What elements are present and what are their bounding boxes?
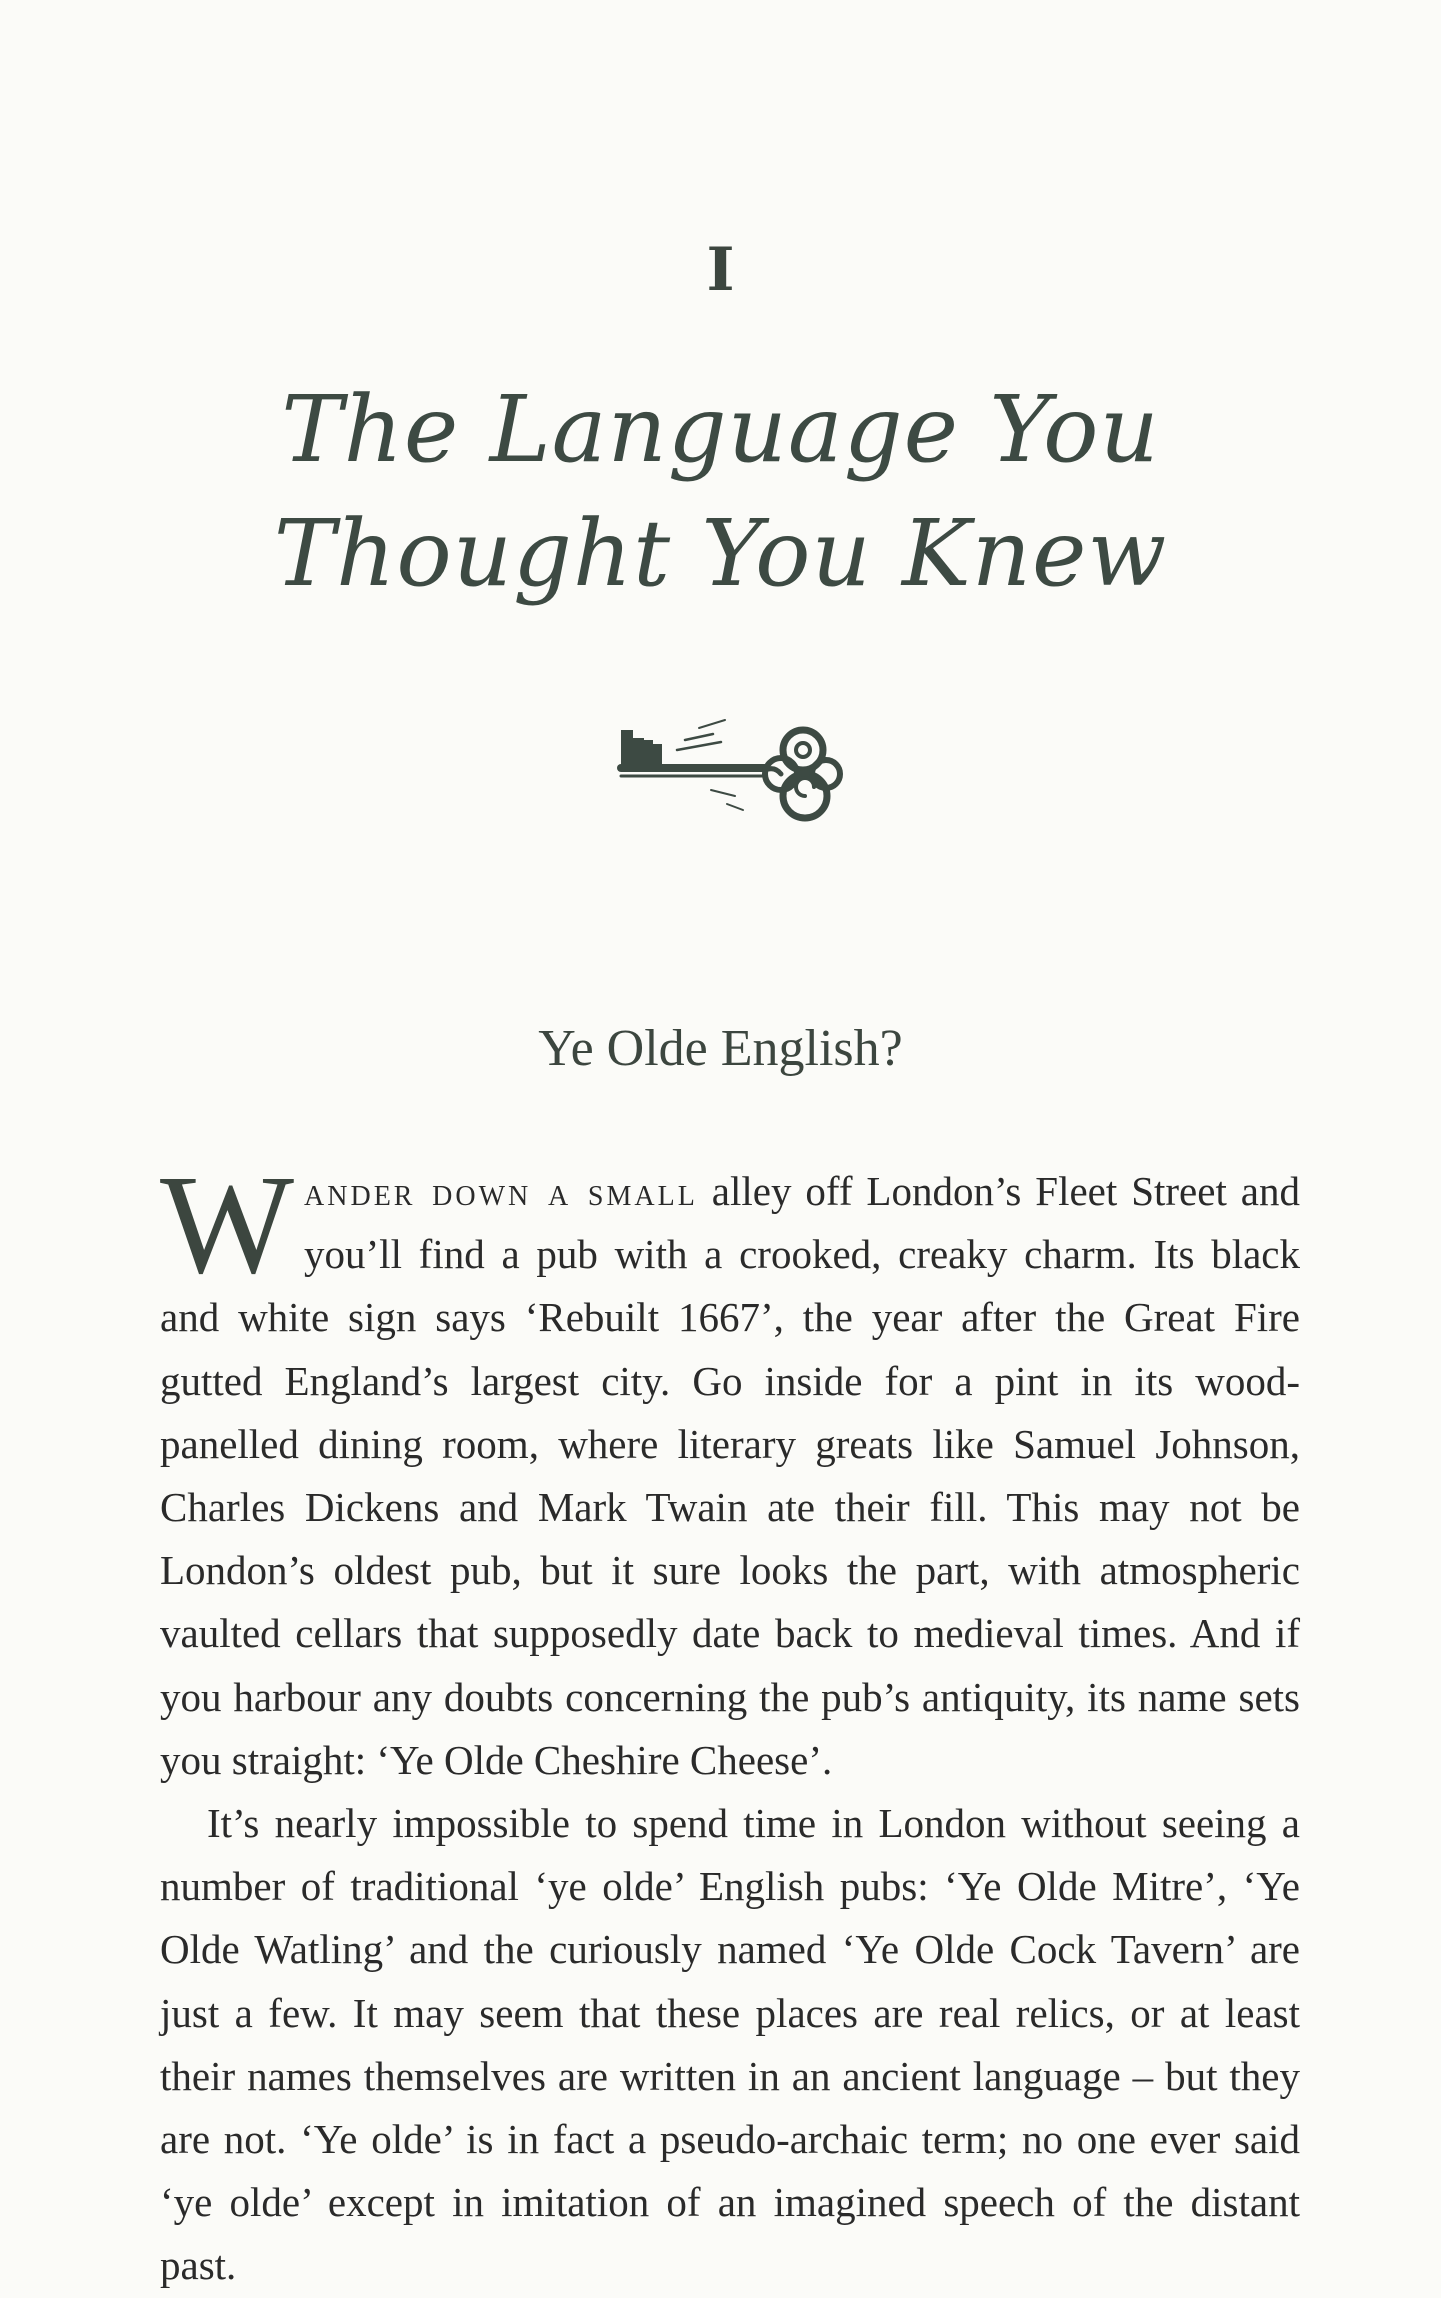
drop-cap: W — [160, 1145, 295, 1303]
body-text — [160, 1145, 1300, 2298]
paragraph — [160, 1145, 1300, 1792]
chapter-number: I — [706, 235, 735, 305]
chapter-title: The Language You Thought You Knew — [273, 376, 1168, 607]
paragraph-text: alley off London’s Fleet Street and you’ll find a pub with a crooked, creaky charm. Its black and white sign says ‘Rebuilt 1667’, the year after the Great Fire gutted England’s largest city. Go inside for a pint in its wood-panelled dining room, where literary greats like Samuel Johnson, Charles Dickens and Mark Twain ate their fill. This may not be London’s oldest pub, but it sure looks the part, with atmospheric vaulted cellars that supposedly date back to medieval times. And if you harbour any doubts concerning the pub’s antiquity, its name sets you straight: ‘Ye Olde Cheshire Cheese’. — [160, 1168, 1300, 1783]
section-heading: Ye Olde English? — [538, 1020, 903, 1077]
paragraph: It’s nearly impossible to spend time in London without seeing a number of traditional ‘ye olde’ English pubs: ‘Ye Olde Mitre’, ‘Ye Olde Watling’ and the curiously named ‘Ye Olde Cock Tavern’ are just a few. It may seem that these places are real relics, or at least their names themselves are written in an ancient language – but they are not. ‘Ye olde’ is in fact a pseudo-archaic term; no one ever said ‘ye olde’ except in imitation of an imagined speech of the distant past. — [160, 1800, 1300, 2289]
lead-in-small-caps: ander down a small — [304, 1169, 698, 1214]
key-icon — [615, 700, 845, 830]
